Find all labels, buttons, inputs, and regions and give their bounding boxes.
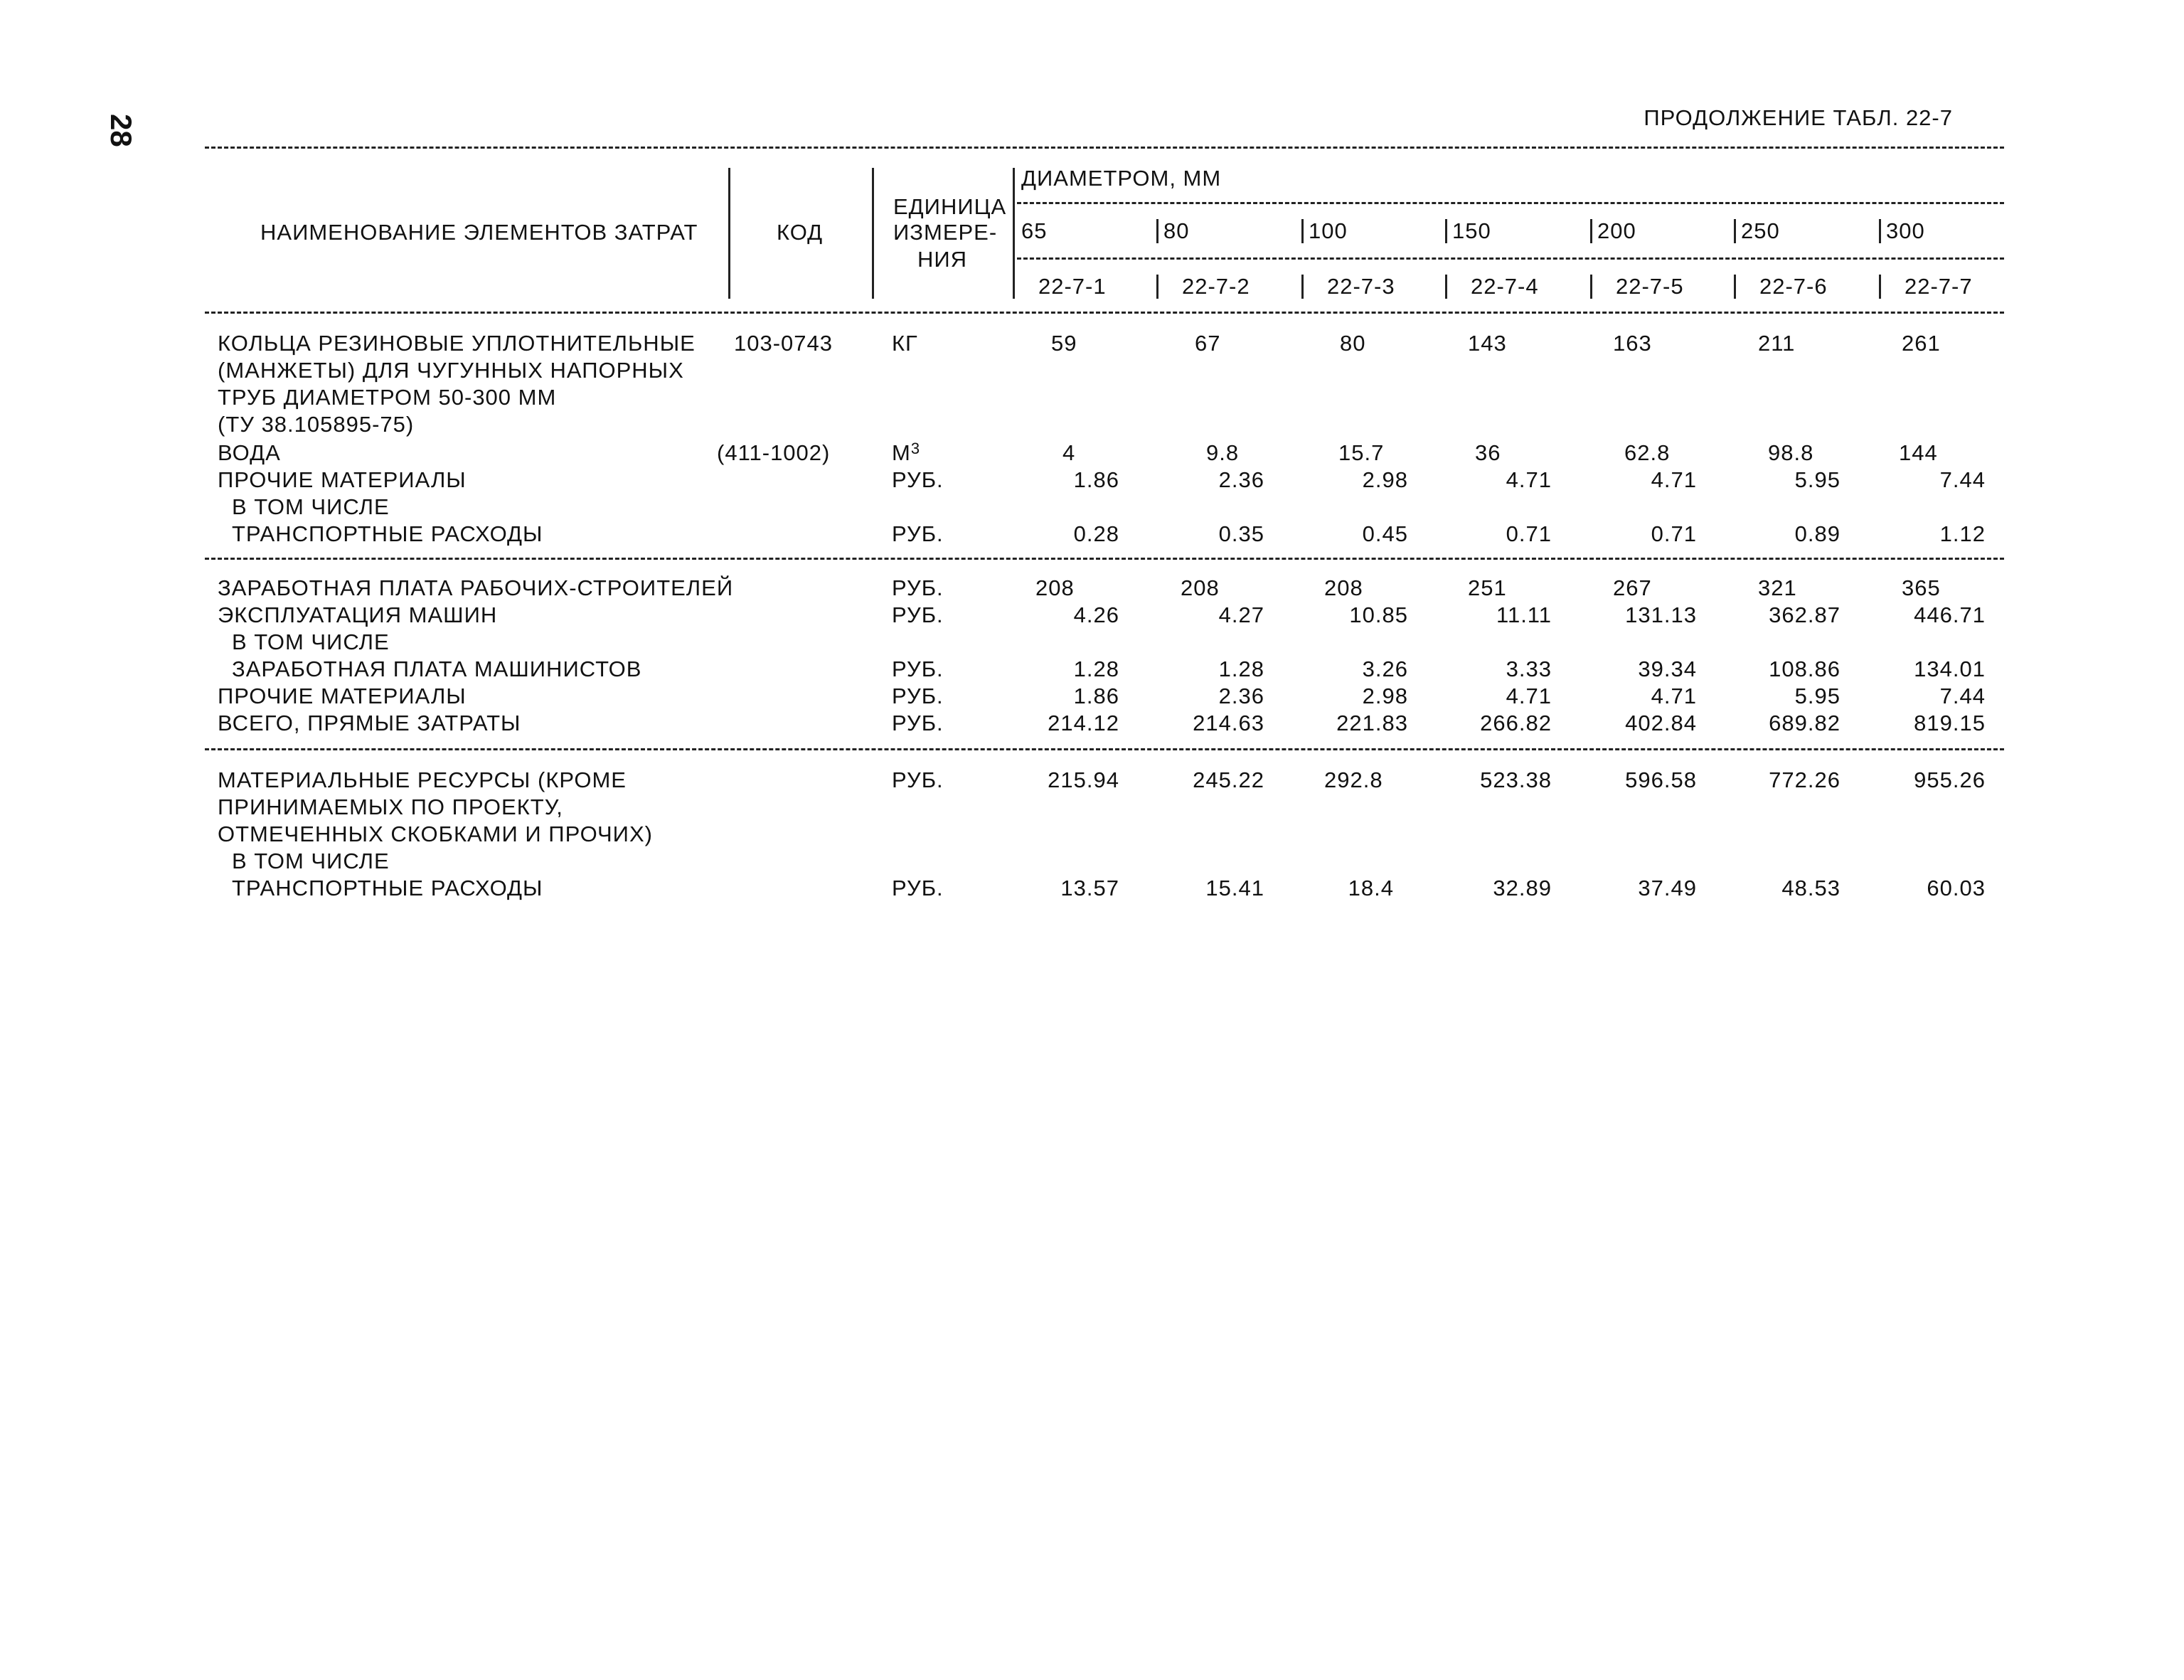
rings-code: 103-0743: [734, 331, 833, 356]
diameter-separator: [1590, 219, 1592, 243]
header-code-rule: [1017, 257, 2004, 260]
transport-unit: РУБ.: [892, 876, 944, 900]
wages-name: ЗАРАБОТНАЯ ПЛАТА РАБОЧИХ-СТРОИТЕЛЕЙ: [218, 575, 734, 600]
code-22-7-6: 22-7-6: [1759, 274, 1828, 299]
total-value: 819.15: [1914, 711, 1986, 735]
water-name: ВОДА: [218, 440, 281, 465]
header-diameter-label: ДИАМЕТРОМ, ММ: [1021, 166, 1222, 191]
wages-value: 251: [1468, 575, 1507, 600]
diameter-150: 150: [1452, 218, 1491, 243]
code-separator: [1301, 275, 1304, 299]
machines-value: 4.26: [1073, 602, 1119, 627]
transport-value: 0.35: [1218, 521, 1264, 546]
including-label: В ТОМ ЧИСЛЕ: [232, 849, 390, 873]
machinist-wages-value: 3.33: [1506, 656, 1552, 681]
material-resources-line2: ПРИНИМАЕМЫХ ПО ПРОЕКТУ,: [218, 794, 563, 819]
diameter-65: 65: [1021, 218, 1048, 243]
diameter-separator: [1301, 219, 1304, 243]
machines-value: 446.71: [1914, 602, 1986, 627]
code-22-7-1: 22-7-1: [1038, 274, 1107, 299]
other-materials-value: 5.95: [1794, 467, 1841, 492]
other-materials-value: 2.98: [1362, 684, 1408, 708]
total-value: 214.12: [1048, 711, 1119, 735]
other-materials-unit: РУБ.: [892, 684, 944, 708]
water-value: 36: [1475, 440, 1501, 465]
machines-value: 131.13: [1625, 602, 1697, 627]
total-value: 266.82: [1480, 711, 1552, 735]
wages-value: 267: [1613, 575, 1652, 600]
other-materials-value: 4.71: [1506, 684, 1552, 708]
material-resources-line3: ОТМЕЧЕННЫХ СКОБКАМИ И ПРОЧИХ): [218, 822, 653, 846]
rings-name-line1: КОЛЬЦА РЕЗИНОВЫЕ УПЛОТНИТЕЛЬНЫЕ: [218, 331, 696, 356]
rings-name-line4: (ТУ 38.105895-75): [218, 412, 415, 437]
other-materials-name: ПРОЧИЕ МАТЕРИАЛЫ: [218, 467, 467, 492]
header-code-col: КОД: [777, 220, 824, 245]
transport-name: ТРАНСПОРТНЫЕ РАСХОДЫ: [232, 521, 543, 546]
rings-unit: КГ: [892, 331, 918, 356]
header-bottom-rule: [205, 312, 2004, 314]
including-label: В ТОМ ЧИСЛЕ: [232, 629, 390, 654]
total-unit: РУБ.: [892, 711, 944, 735]
header-unit-line3: НИЯ: [917, 247, 968, 272]
material-resources-value: 772.26: [1769, 767, 1841, 792]
machinist-wages-value: 3.26: [1362, 656, 1408, 681]
wages-unit: РУБ.: [892, 575, 944, 600]
wages-value: 365: [1902, 575, 1941, 600]
transport-value: 1.12: [1939, 521, 1986, 546]
other-materials-value: 1.86: [1073, 684, 1119, 708]
water-value: 4: [1062, 440, 1076, 465]
transport-value: 37.49: [1638, 876, 1697, 900]
other-materials-value: 2.36: [1218, 684, 1264, 708]
header-separator-2: [872, 168, 874, 299]
diameter-300: 300: [1886, 218, 1925, 243]
machines-name: ЭКСПЛУАТАЦИЯ МАШИН: [218, 602, 498, 627]
rings-name-line3: ТРУБ ДИАМЕТРОМ 50-300 ММ: [218, 385, 557, 410]
transport-value: 0.89: [1794, 521, 1841, 546]
transport-value: 0.28: [1073, 521, 1119, 546]
total-name: ВСЕГО, ПРЯМЫЕ ЗАТРАТЫ: [218, 711, 521, 735]
material-resources-line1: МАТЕРИАЛЬНЫЕ РЕСУРСЫ (КРОМЕ: [218, 767, 627, 792]
wages-value: 321: [1758, 575, 1797, 600]
rings-value: 143: [1468, 331, 1507, 356]
material-resources-value: 523.38: [1480, 767, 1552, 792]
other-materials-value: 7.44: [1939, 467, 1986, 492]
machines-value: 4.27: [1218, 602, 1264, 627]
water-value: 9.8: [1206, 440, 1240, 465]
other-materials-unit: РУБ.: [892, 467, 944, 492]
other-materials-value: 4.71: [1651, 684, 1697, 708]
other-materials-value: 4.71: [1651, 467, 1697, 492]
machines-value: 11.11: [1496, 602, 1552, 627]
rings-value: 67: [1195, 331, 1221, 356]
machinist-wages-value: 1.28: [1218, 656, 1264, 681]
machinist-wages-value: 134.01: [1914, 656, 1986, 681]
code-22-7-3: 22-7-3: [1327, 274, 1395, 299]
header-separator-1: [728, 168, 730, 299]
code-separator: [1445, 275, 1447, 299]
page-number: 28: [105, 114, 138, 147]
transport-value: 13.57: [1060, 876, 1119, 900]
header-unit-line1: ЕДИНИЦА: [893, 194, 1007, 219]
machines-value: 10.85: [1349, 602, 1408, 627]
including-label: В ТОМ ЧИСЛЕ: [232, 494, 390, 519]
code-22-7-4: 22-7-4: [1471, 274, 1539, 299]
code-22-7-7: 22-7-7: [1905, 274, 1973, 299]
rings-name-line2: (МАНЖЕТЫ) ДЛЯ ЧУГУННЫХ НАПОРНЫХ: [218, 358, 684, 383]
other-materials-value: 2.36: [1218, 467, 1264, 492]
total-value: 221.83: [1336, 711, 1408, 735]
material-resources-value: 245.22: [1193, 767, 1264, 792]
material-resources-value: 955.26: [1914, 767, 1986, 792]
diameter-separator: [1156, 219, 1158, 243]
diameter-separator: [1879, 219, 1881, 243]
code-22-7-5: 22-7-5: [1616, 274, 1684, 299]
header-name-col: НАИМЕНОВАНИЕ ЭЛЕМЕНТОВ ЗАТРАТ: [260, 220, 698, 245]
header-diameter-rule: [1017, 202, 2004, 204]
rings-value: 211: [1758, 331, 1796, 356]
machinist-wages-value: 1.28: [1073, 656, 1119, 681]
transport-value: 0.45: [1362, 521, 1408, 546]
material-resources-unit: РУБ.: [892, 767, 944, 792]
total-value: 214.63: [1193, 711, 1264, 735]
transport-name: ТРАНСПОРТНЫЕ РАСХОДЫ: [232, 876, 543, 900]
code-separator: [1879, 275, 1881, 299]
machinist-wages-name: ЗАРАБОТНАЯ ПЛАТА МАШИНИСТОВ: [232, 656, 642, 681]
header-separator-3: [1013, 168, 1015, 299]
other-materials-value: 4.71: [1506, 467, 1552, 492]
other-materials-value: 7.44: [1939, 684, 1986, 708]
header-top-rule: [205, 147, 2004, 149]
section2-bottom-rule: [205, 748, 2004, 750]
machinist-wages-value: 39.34: [1638, 656, 1697, 681]
water-value: 62.8: [1624, 440, 1671, 465]
continuation-label: ПРОДОЛЖЕНИЕ ТАБЛ. 22-7: [1644, 105, 1953, 130]
total-value: 689.82: [1769, 711, 1841, 735]
wages-value: 208: [1181, 575, 1220, 600]
water-unit-sup: 3: [910, 440, 921, 457]
material-resources-value: 292.8: [1324, 767, 1383, 792]
wages-value: 208: [1324, 575, 1363, 600]
other-materials-value: 2.98: [1362, 467, 1408, 492]
code-separator: [1156, 275, 1158, 299]
other-materials-value: 5.95: [1794, 684, 1841, 708]
water-unit: [892, 440, 920, 467]
header-unit-line2: ИЗМЕРЕ-: [893, 220, 998, 245]
diameter-separator: [1445, 219, 1447, 243]
wages-value: 208: [1035, 575, 1075, 600]
transport-value: 0.71: [1506, 521, 1552, 546]
rings-value: 261: [1902, 331, 1941, 356]
transport-unit: РУБ.: [892, 521, 944, 546]
transport-value: 60.03: [1927, 876, 1986, 900]
material-resources-value: 215.94: [1048, 767, 1119, 792]
water-value: 144: [1899, 440, 1938, 465]
transport-value: 0.71: [1651, 521, 1697, 546]
transport-value: 18.4: [1348, 876, 1394, 900]
transport-value: 32.89: [1493, 876, 1552, 900]
other-materials-value: 1.86: [1073, 467, 1119, 492]
machines-unit: РУБ.: [892, 602, 944, 627]
code-separator: [1734, 275, 1736, 299]
code-22-7-2: 22-7-2: [1182, 274, 1250, 299]
diameter-80: 80: [1163, 218, 1190, 243]
code-separator: [1590, 275, 1592, 299]
total-value: 402.84: [1625, 711, 1697, 735]
section1-bottom-rule: [205, 558, 2004, 560]
rings-value: 163: [1613, 331, 1652, 356]
diameter-250: 250: [1741, 218, 1780, 243]
transport-value: 48.53: [1781, 876, 1841, 900]
diameter-separator: [1734, 219, 1736, 243]
water-code: (411-1002): [717, 440, 831, 465]
rings-value: 80: [1340, 331, 1366, 356]
transport-value: 15.41: [1205, 876, 1264, 900]
water-unit-base: М: [892, 440, 911, 465]
machines-value: 362.87: [1769, 602, 1841, 627]
machinist-wages-unit: РУБ.: [892, 656, 944, 681]
water-value: 98.8: [1768, 440, 1814, 465]
diameter-100: 100: [1309, 218, 1348, 243]
rings-value: 59: [1051, 331, 1077, 356]
machinist-wages-value: 108.86: [1769, 656, 1841, 681]
water-value: 15.7: [1338, 440, 1385, 465]
diameter-200: 200: [1597, 218, 1636, 243]
other-materials-name: ПРОЧИЕ МАТЕРИАЛЫ: [218, 684, 467, 708]
material-resources-value: 596.58: [1625, 767, 1697, 792]
